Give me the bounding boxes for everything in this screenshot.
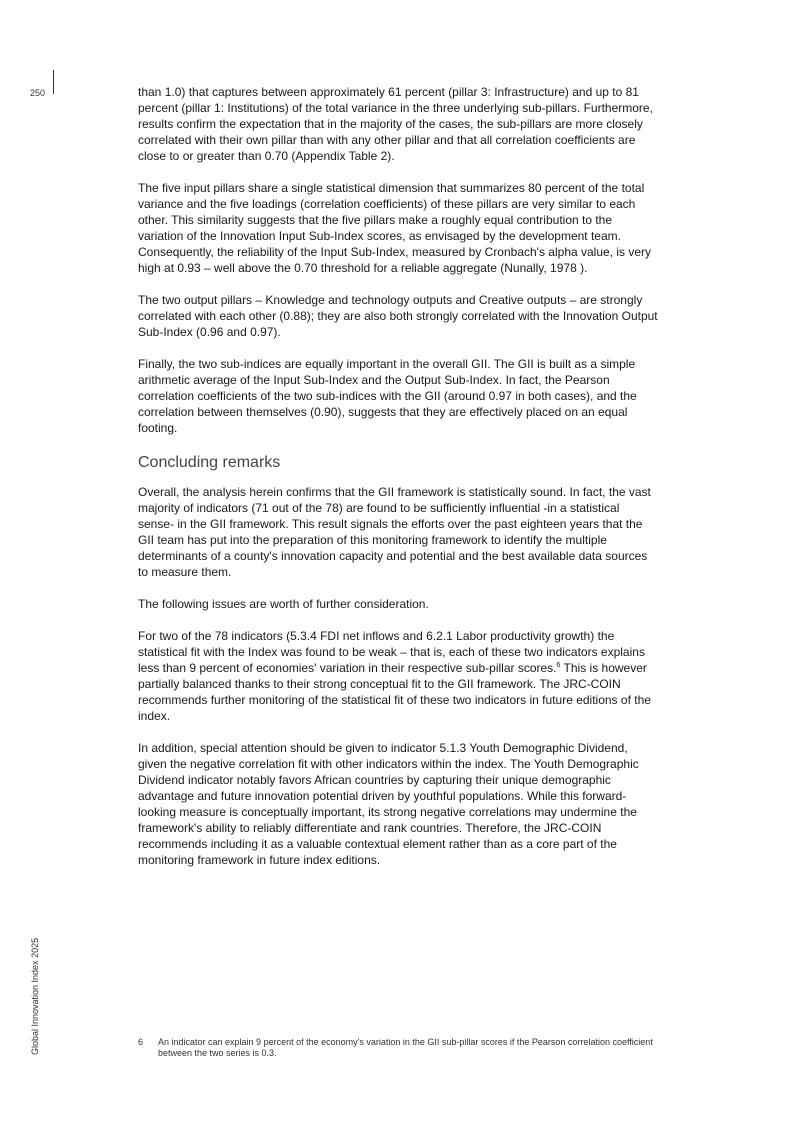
footnote-reference[interactable]: 6 xyxy=(556,662,561,669)
footnote xyxy=(138,1037,658,1059)
paragraph xyxy=(138,628,658,724)
paragraph: Overall, the analysis herein confirms that the GII framework is statistically sound. In fact, the vast majority of indicators (71 out of the 78) are found to be sufficiently influential -in a statistical sense- in the GII framework. This result signals the efforts over the past eighteen years that the GII team has put into the preparation of this monitoring framework to identify the multiple determinants of a county's innovation capacity and potential and the best available data sources to measure them. xyxy=(138,485,651,579)
paragraph-text: For two of the 78 indicators (5.3.4 FDI net inflows and 6.2.1 Labor productivity growth) the statistical fit with the Index was found to be weak – that is, each of these two indicators explains less than 9 percent of economies' variation in their respective sub-pillar scores. xyxy=(138,629,645,675)
paragraph: than 1.0) that captures between approximately 61 percent (pillar 3: Infrastructure) and up to 81 percent (pillar 1: Institutions) of the total variance in the three underlying sub-pillars. Furthermore, results confirm the expectation that in the majority of the cases, the sub-pillars are more closely correlated with their own pillar than with any other pillar and that all correlation coefficients are close to or greater than 0.70 (Appendix Table 2). xyxy=(138,85,653,163)
paragraph: Finally, the two sub-indices are equally important in the overall GII. The GII is built as a simple arithmetic average of the Input Sub-Index and the Output Sub-Index. In fact, the Pearson correlation coefficients of the two sub-indices with the GII (around 0.97 in both cases), and the correlation between themselves (0.90), suggests that they are effectively placed on an equal footing. xyxy=(138,357,637,435)
page-number: 250 xyxy=(30,88,46,98)
footnote-number: 6 xyxy=(138,1037,144,1047)
body-text xyxy=(138,84,658,884)
paragraph: The five input pillars share a single statistical dimension that summarizes 80 percent of the total variance and the five loadings (correlation coefficients) of these pillars are very similar to each other. This similarity suggests that the five pillars make a roughly equal contribution to the variation of the Innovation Input Sub-Index scores, as envisaged by the development team. Consequently, the reliability of the Input Sub-Index, measured by Cronbach's alpha value, is very high at 0.93 – well above the 0.70 threshold for a reliable aggregate (Nunally, 1978 ). xyxy=(138,181,652,275)
footnote-text: An indicator can explain 9 percent of the economy's variation in the GII sub-pillar scores if the Pearson correlation coefficient between the two series is 0.3. xyxy=(158,1037,653,1058)
paragraph-text: This is however partially balanced thanks to their strong conceptual fit to the GII framework. The JRC-COIN recommends further monitoring of the statistical fit of these two indicators in future editions of the index. xyxy=(138,661,651,723)
running-title: Global Innovation Index 2025 xyxy=(30,937,40,1055)
section-heading: Concluding remarks xyxy=(138,454,281,471)
paragraph: The two output pillars – Knowledge and technology outputs and Creative outputs – are strongly correlated with each other (0.88); they are also both strongly correlated with the Innovation Output Sub-Index (0.96 and 0.97). xyxy=(138,293,658,339)
paragraph: In addition, special attention should be given to indicator 5.1.3 Youth Demographic Dividend, given the negative correlation fit with other indicators within the index. The Youth Demographic Dividend indicator notably favors African countries by capturing their unique demographic advantage and future innovation potential driven by youthful populations. While this forward-looking measure is conceptually important, its strong negative correlations may undermine the framework's ability to reliably differentiate and rank countries. Therefore, the JRC-COIN recommends including it as a valuable contextual element rather than as a core part of the monitoring framework in future index editions. xyxy=(138,741,639,867)
margin-rule xyxy=(53,70,54,94)
paragraph: The following issues are worth of further consideration. xyxy=(138,597,429,611)
